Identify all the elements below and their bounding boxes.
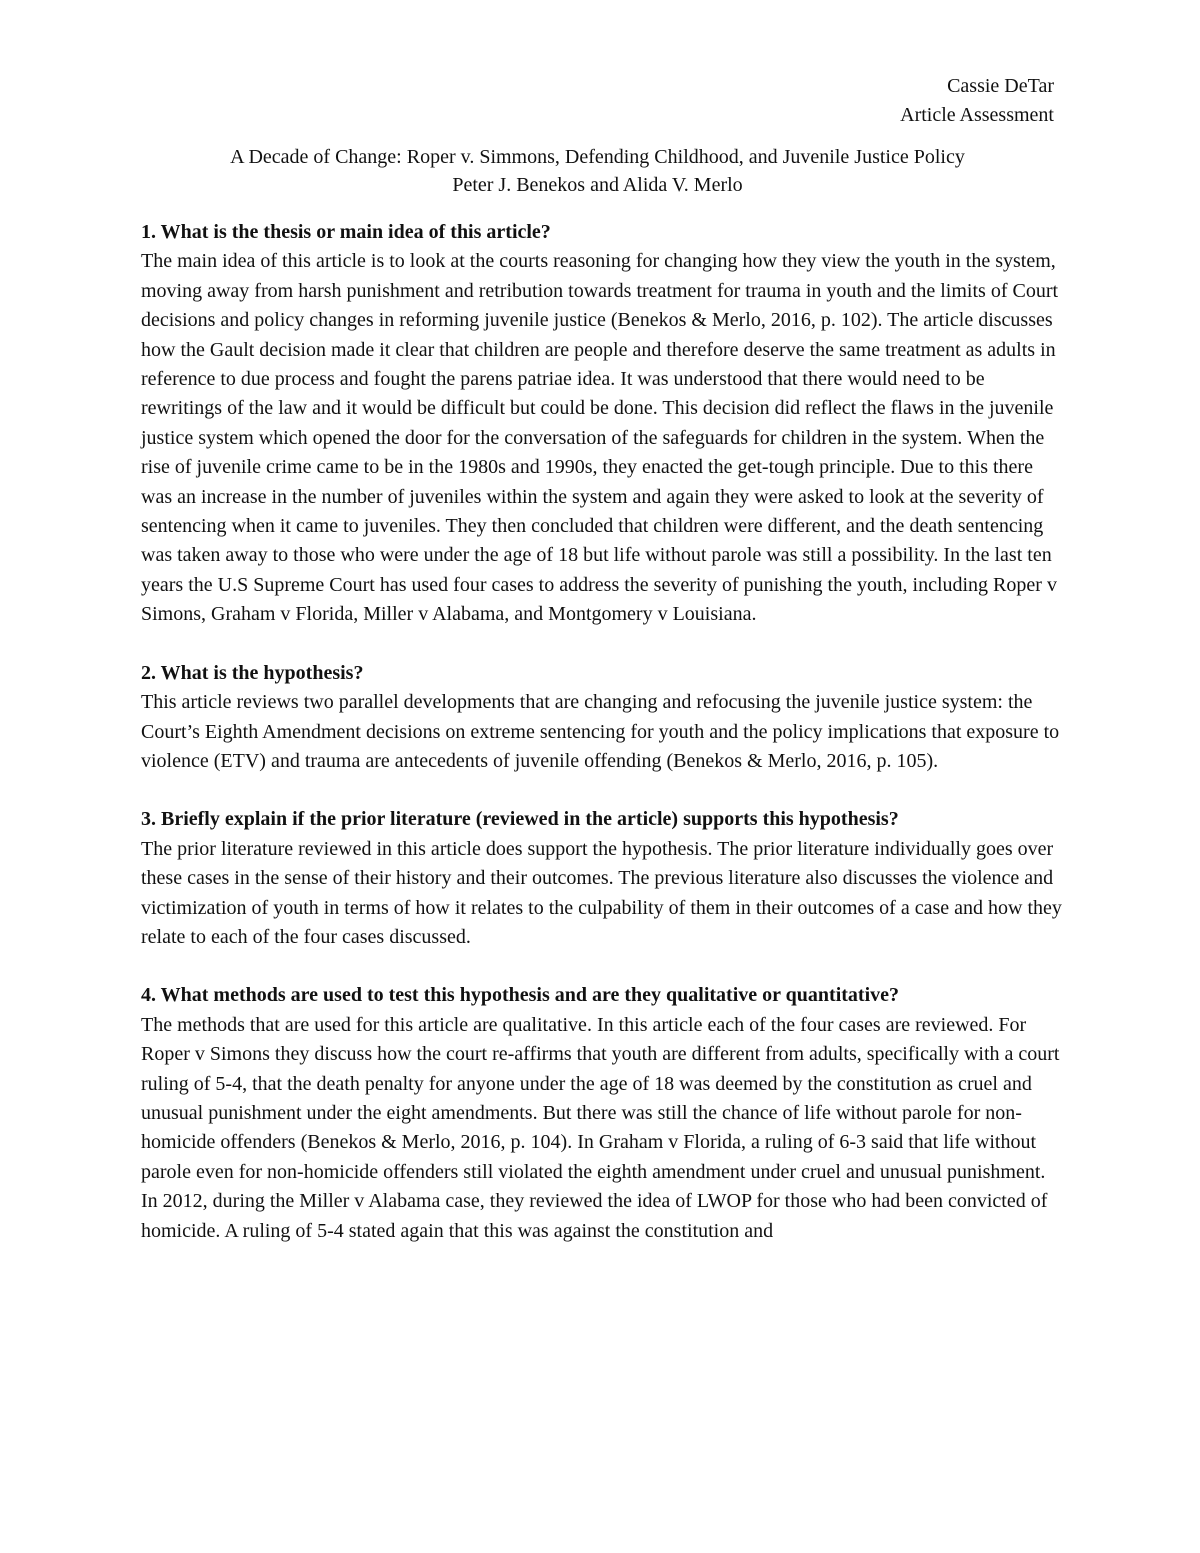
assessment-body bbox=[141, 218, 1063, 1275]
answer-text: The prior literature reviewed in this article does support the hypothesis. The prior literature individually goes over these cases in the sense of their history and their outcomes. The previous literature also discusses the violence and victimization of youth in terms of how it relates to the culpability of them in their outcomes of a case and how they relate to each of the four cases discussed. bbox=[141, 837, 1062, 948]
article-authors: Peter J. Benekos and Alida V. Merlo bbox=[452, 174, 743, 196]
article-citation bbox=[140, 143, 1055, 199]
question-heading: 3. Briefly explain if the prior literature (reviewed in the article) supports this hypothesis? bbox=[141, 808, 899, 831]
question-section-4 bbox=[141, 981, 1063, 1246]
question-section-2 bbox=[141, 659, 1063, 777]
article-title: A Decade of Change: Roper v. Simmons, Defending Childhood, and Juvenile Justice Policy bbox=[230, 146, 965, 168]
question-heading: 1. What is the thesis or main idea of this article? bbox=[141, 221, 551, 243]
answer-text: The main idea of this article is to look at the courts reasoning for changing how they view the youth in the system, moving away from harsh punishment and retribution towards treatment for trauma in youth and the limits of Court decisions and policy changes in reforming juvenile justice (Benekos & Merlo, 2016, p. 102). The article discusses how the Gault decision made it clear that children are people and therefore deserve the same treatment as adults in reference to due process and fought the parens patriae idea. It was understood that there would need to be rewritings of the law and it would be difficult but could be done. This decision did reflect the flaws in the juvenile justice system which opened the door for the conversation of the safeguards for children in the system. When the rise of juvenile crime came to be in the 1980s and 1990s, they enacted the get-tough principle. Due to this there was an increase in the number of juveniles within the system and again they were asked to look at the severity of sentencing when it came to juveniles. They then concluded that children were different, and the death sentencing was taken away to those who were under the age of 18 but life without parole was still a possibility. In the last ten years the U.S Supreme Court has used four cases to address the severity of punishing the youth, including Roper v Simons, Graham v Florida, Miller v Alabama, and Montgomery v Louisiana. bbox=[141, 250, 1059, 626]
answer-text: The methods that are used for this article are qualitative. In this article each of the four cases are reviewed. For Roper v Simons they discuss how the court re-affirms that youth are different from adults, specifically with a court ruling of 5-4, that the death penalty for anyone under the age of 18 was deemed by the constitution as cruel and unusual punishment under the eight amendments. But there was still the chance of life without parole for non-homicide offenders (Benekos & Merlo, 2016, p. 104). In Graham v Florida, a ruling of 6-3 said that life without parole even for non-homicide offenders still violated the eighth amendment under cruel and unusual punishment. In 2012, during the Miller v Alabama case, they reviewed the idea of LWOP for those who had been convicted of homicide. A ruling of 5-4 stated again that this was against the constitution and bbox=[141, 1013, 1060, 1242]
assignment-label: Article Assessment bbox=[900, 104, 1054, 126]
question-section-3 bbox=[141, 805, 1063, 952]
header-block bbox=[900, 72, 1054, 130]
question-section-1 bbox=[141, 218, 1063, 630]
answer-text: This article reviews two parallel developments that are changing and refocusing the juvenile justice system: the Court’s Eighth Amendment decisions on extreme sentencing for youth and the policy implications that exposure to violence (ETV) and trauma are antecedents of juvenile offending (Benekos & Merlo, 2016, p. 105). bbox=[141, 691, 1060, 772]
author-name: Cassie DeTar bbox=[947, 75, 1054, 97]
question-heading: 4. What methods are used to test this hypothesis and are they qualitative or quantitative? bbox=[141, 984, 900, 1007]
question-heading: 2. What is the hypothesis? bbox=[141, 661, 364, 684]
